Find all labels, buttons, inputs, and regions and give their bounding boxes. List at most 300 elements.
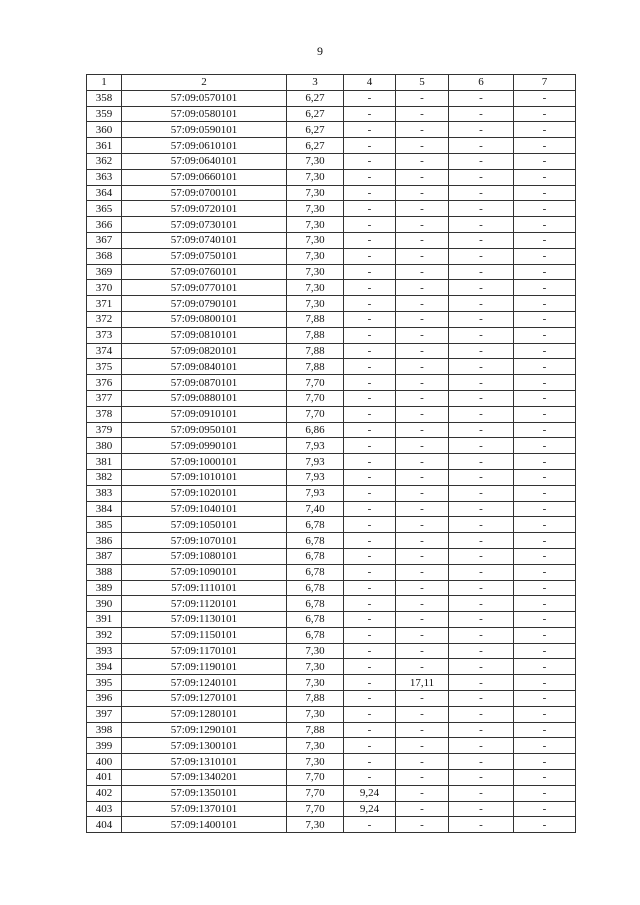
col7-cell: - <box>514 659 576 675</box>
col7-cell: - <box>514 390 576 406</box>
value-cell: 7,88 <box>287 359 344 375</box>
value-cell: 7,30 <box>287 280 344 296</box>
cadastral-number-cell: 57:09:1070101 <box>122 533 287 549</box>
col5-cell: - <box>396 201 449 217</box>
col6-cell: - <box>449 485 514 501</box>
value-cell: 6,27 <box>287 122 344 138</box>
col5-cell: - <box>396 659 449 675</box>
cadastral-number-cell: 57:09:1290101 <box>122 722 287 738</box>
col4-cell: - <box>344 564 396 580</box>
row-number-cell: 385 <box>87 517 122 533</box>
table-row <box>87 533 576 549</box>
col7-cell: - <box>514 311 576 327</box>
row-number-cell: 381 <box>87 454 122 470</box>
row-number-cell: 374 <box>87 343 122 359</box>
value-cell: 6,78 <box>287 596 344 612</box>
col5-cell: - <box>396 264 449 280</box>
col4-cell: - <box>344 533 396 549</box>
table-row <box>87 217 576 233</box>
cadastral-number-cell: 57:09:1010101 <box>122 469 287 485</box>
col4-cell: - <box>344 770 396 786</box>
row-number-cell: 375 <box>87 359 122 375</box>
value-cell: 7,88 <box>287 691 344 707</box>
cadastral-number-cell: 57:09:0910101 <box>122 406 287 422</box>
page-number: 9 <box>317 44 323 58</box>
col5-cell: 17,11 <box>396 675 449 691</box>
col6-cell: - <box>449 185 514 201</box>
column-header: 7 <box>514 75 576 91</box>
table-row <box>87 296 576 312</box>
row-number-cell: 384 <box>87 501 122 517</box>
row-number-cell: 379 <box>87 422 122 438</box>
cadastral-number-cell: 57:09:0760101 <box>122 264 287 280</box>
cadastral-number-cell: 57:09:1130101 <box>122 612 287 628</box>
table-row <box>87 817 576 833</box>
row-number-cell: 386 <box>87 533 122 549</box>
col7-cell: - <box>514 438 576 454</box>
col6-cell: - <box>449 469 514 485</box>
col7-cell: - <box>514 375 576 391</box>
col5-cell: - <box>396 738 449 754</box>
col6-cell: - <box>449 90 514 106</box>
value-cell: 7,30 <box>287 201 344 217</box>
cadastral-number-cell: 57:09:0990101 <box>122 438 287 454</box>
col7-cell: - <box>514 801 576 817</box>
col7-cell: - <box>514 706 576 722</box>
col6-cell: - <box>449 327 514 343</box>
cadastral-number-cell: 57:09:0790101 <box>122 296 287 312</box>
col7-cell: - <box>514 90 576 106</box>
value-cell: 7,93 <box>287 438 344 454</box>
col5-cell: - <box>396 185 449 201</box>
col7-cell: - <box>514 564 576 580</box>
row-number-cell: 395 <box>87 675 122 691</box>
cadastral-number-cell: 57:09:0810101 <box>122 327 287 343</box>
value-cell: 7,30 <box>287 817 344 833</box>
row-number-cell: 373 <box>87 327 122 343</box>
column-header: 5 <box>396 75 449 91</box>
cadastral-number-cell: 57:09:0730101 <box>122 217 287 233</box>
col5-cell: - <box>396 691 449 707</box>
col4-cell: - <box>344 738 396 754</box>
cadastral-number-cell: 57:09:0880101 <box>122 390 287 406</box>
table-row <box>87 185 576 201</box>
col4-cell: - <box>344 406 396 422</box>
col5-cell: - <box>396 327 449 343</box>
row-number-cell: 403 <box>87 801 122 817</box>
col5-cell: - <box>396 612 449 628</box>
value-cell: 7,88 <box>287 722 344 738</box>
value-cell: 7,30 <box>287 169 344 185</box>
column-header: 1 <box>87 75 122 91</box>
col5-cell: - <box>396 643 449 659</box>
col6-cell: - <box>449 533 514 549</box>
row-number-cell: 364 <box>87 185 122 201</box>
row-number-cell: 362 <box>87 153 122 169</box>
row-number-cell: 391 <box>87 612 122 628</box>
value-cell: 7,70 <box>287 770 344 786</box>
col5-cell: - <box>396 280 449 296</box>
row-number-cell: 365 <box>87 201 122 217</box>
col4-cell: - <box>344 138 396 154</box>
col5-cell: - <box>396 248 449 264</box>
col5-cell: - <box>396 359 449 375</box>
col6-cell: - <box>449 406 514 422</box>
col6-cell: - <box>449 548 514 564</box>
row-number-cell: 367 <box>87 232 122 248</box>
col5-cell: - <box>396 548 449 564</box>
value-cell: 6,86 <box>287 422 344 438</box>
value-cell: 7,93 <box>287 454 344 470</box>
cadastral-number-cell: 57:09:1000101 <box>122 454 287 470</box>
col6-cell: - <box>449 612 514 628</box>
col5-cell: - <box>396 501 449 517</box>
col6-cell: - <box>449 501 514 517</box>
table-row <box>87 754 576 770</box>
table-body <box>87 90 576 832</box>
col5-cell: - <box>396 422 449 438</box>
cadastral-number-cell: 57:09:1190101 <box>122 659 287 675</box>
col4-cell: - <box>344 469 396 485</box>
table-row <box>87 738 576 754</box>
col6-cell: - <box>449 675 514 691</box>
col4-cell: - <box>344 359 396 375</box>
col7-cell: - <box>514 153 576 169</box>
col6-cell: - <box>449 280 514 296</box>
value-cell: 6,27 <box>287 138 344 154</box>
table-row <box>87 153 576 169</box>
col4-cell: - <box>344 596 396 612</box>
col6-cell: - <box>449 201 514 217</box>
col6-cell: - <box>449 706 514 722</box>
row-number-cell: 400 <box>87 754 122 770</box>
value-cell: 7,40 <box>287 501 344 517</box>
col7-cell: - <box>514 580 576 596</box>
col5-cell: - <box>396 564 449 580</box>
col4-cell: - <box>344 659 396 675</box>
col6-cell: - <box>449 232 514 248</box>
col7-cell: - <box>514 122 576 138</box>
value-cell: 7,30 <box>287 706 344 722</box>
col4-cell: 9,24 <box>344 801 396 817</box>
table-row <box>87 122 576 138</box>
table-row <box>87 722 576 738</box>
col4-cell: - <box>344 153 396 169</box>
cadastral-number-cell: 57:09:0800101 <box>122 311 287 327</box>
cadastral-number-cell: 57:09:0660101 <box>122 169 287 185</box>
table-row <box>87 280 576 296</box>
row-number-cell: 370 <box>87 280 122 296</box>
col7-cell: - <box>514 185 576 201</box>
col4-cell: - <box>344 485 396 501</box>
cadastral-number-cell: 57:09:1110101 <box>122 580 287 596</box>
table-row <box>87 485 576 501</box>
col6-cell: - <box>449 169 514 185</box>
col4-cell: - <box>344 327 396 343</box>
table-row <box>87 264 576 280</box>
value-cell: 7,70 <box>287 801 344 817</box>
col4-cell: - <box>344 548 396 564</box>
value-cell: 6,78 <box>287 533 344 549</box>
value-cell: 7,30 <box>287 754 344 770</box>
table-row <box>87 343 576 359</box>
table-row <box>87 596 576 612</box>
table-row <box>87 548 576 564</box>
col7-cell: - <box>514 485 576 501</box>
col4-cell: - <box>344 217 396 233</box>
cadastral-number-cell: 57:09:0750101 <box>122 248 287 264</box>
value-cell: 6,78 <box>287 580 344 596</box>
col7-cell: - <box>514 738 576 754</box>
row-number-cell: 371 <box>87 296 122 312</box>
col5-cell: - <box>396 580 449 596</box>
col6-cell: - <box>449 785 514 801</box>
col4-cell: - <box>344 169 396 185</box>
col7-cell: - <box>514 106 576 122</box>
row-number-cell: 368 <box>87 248 122 264</box>
table-row <box>87 706 576 722</box>
col4-cell: - <box>344 122 396 138</box>
col5-cell: - <box>396 438 449 454</box>
col5-cell: - <box>396 785 449 801</box>
col5-cell: - <box>396 817 449 833</box>
table-row <box>87 106 576 122</box>
col7-cell: - <box>514 533 576 549</box>
value-cell: 7,30 <box>287 248 344 264</box>
col6-cell: - <box>449 454 514 470</box>
row-number-cell: 378 <box>87 406 122 422</box>
cadastral-number-cell: 57:09:1310101 <box>122 754 287 770</box>
col4-cell: - <box>344 375 396 391</box>
col6-cell: - <box>449 296 514 312</box>
col6-cell: - <box>449 564 514 580</box>
col7-cell: - <box>514 501 576 517</box>
table-row <box>87 643 576 659</box>
col5-cell: - <box>396 122 449 138</box>
table-row <box>87 612 576 628</box>
col4-cell: - <box>344 264 396 280</box>
col7-cell: - <box>514 817 576 833</box>
table-row <box>87 580 576 596</box>
col4-cell: - <box>344 311 396 327</box>
col5-cell: - <box>396 754 449 770</box>
table-row <box>87 501 576 517</box>
table-row <box>87 406 576 422</box>
col7-cell: - <box>514 217 576 233</box>
cadastral-number-cell: 57:09:0870101 <box>122 375 287 391</box>
data-table <box>86 74 576 833</box>
cadastral-number-cell: 57:09:0700101 <box>122 185 287 201</box>
col5-cell: - <box>396 343 449 359</box>
col6-cell: - <box>449 311 514 327</box>
table-row <box>87 675 576 691</box>
value-cell: 7,93 <box>287 485 344 501</box>
table-row <box>87 801 576 817</box>
col6-cell: - <box>449 738 514 754</box>
col7-cell: - <box>514 406 576 422</box>
cadastral-number-cell: 57:09:1270101 <box>122 691 287 707</box>
row-number-cell: 366 <box>87 217 122 233</box>
row-number-cell: 377 <box>87 390 122 406</box>
row-number-cell: 360 <box>87 122 122 138</box>
col5-cell: - <box>396 517 449 533</box>
col7-cell: - <box>514 691 576 707</box>
col5-cell: - <box>396 596 449 612</box>
col5-cell: - <box>396 706 449 722</box>
table-row <box>87 390 576 406</box>
col4-cell: - <box>344 722 396 738</box>
col7-cell: - <box>514 169 576 185</box>
col6-cell: - <box>449 375 514 391</box>
col6-cell: - <box>449 580 514 596</box>
col4-cell: 9,24 <box>344 785 396 801</box>
row-number-cell: 392 <box>87 627 122 643</box>
col7-cell: - <box>514 785 576 801</box>
col7-cell: - <box>514 201 576 217</box>
col6-cell: - <box>449 722 514 738</box>
col4-cell: - <box>344 706 396 722</box>
cadastral-number-cell: 57:09:0610101 <box>122 138 287 154</box>
value-cell: 7,30 <box>287 643 344 659</box>
cadastral-number-cell: 57:09:1020101 <box>122 485 287 501</box>
table-row <box>87 659 576 675</box>
table-row <box>87 201 576 217</box>
col4-cell: - <box>344 580 396 596</box>
col6-cell: - <box>449 343 514 359</box>
value-cell: 7,93 <box>287 469 344 485</box>
col6-cell: - <box>449 138 514 154</box>
col7-cell: - <box>514 296 576 312</box>
col7-cell: - <box>514 517 576 533</box>
col4-cell: - <box>344 422 396 438</box>
cadastral-number-cell: 57:09:0840101 <box>122 359 287 375</box>
col4-cell: - <box>344 185 396 201</box>
row-number-cell: 382 <box>87 469 122 485</box>
row-number-cell: 393 <box>87 643 122 659</box>
col5-cell: - <box>396 722 449 738</box>
col5-cell: - <box>396 485 449 501</box>
col4-cell: - <box>344 817 396 833</box>
row-number-cell: 388 <box>87 564 122 580</box>
col6-cell: - <box>449 801 514 817</box>
value-cell: 7,30 <box>287 185 344 201</box>
value-cell: 7,88 <box>287 327 344 343</box>
col4-cell: - <box>344 390 396 406</box>
col4-cell: - <box>344 280 396 296</box>
col7-cell: - <box>514 722 576 738</box>
table-row <box>87 327 576 343</box>
value-cell: 6,78 <box>287 564 344 580</box>
column-header: 4 <box>344 75 396 91</box>
table-row <box>87 785 576 801</box>
row-number-cell: 397 <box>87 706 122 722</box>
col5-cell: - <box>396 138 449 154</box>
header-row <box>87 75 576 91</box>
row-number-cell: 359 <box>87 106 122 122</box>
cadastral-number-cell: 57:09:0740101 <box>122 232 287 248</box>
row-number-cell: 383 <box>87 485 122 501</box>
col6-cell: - <box>449 754 514 770</box>
value-cell: 6,78 <box>287 612 344 628</box>
col4-cell: - <box>344 675 396 691</box>
row-number-cell: 401 <box>87 770 122 786</box>
col7-cell: - <box>514 264 576 280</box>
col7-cell: - <box>514 675 576 691</box>
col5-cell: - <box>396 232 449 248</box>
col7-cell: - <box>514 343 576 359</box>
col6-cell: - <box>449 106 514 122</box>
cadastral-number-cell: 57:09:0590101 <box>122 122 287 138</box>
cadastral-number-cell: 57:09:1120101 <box>122 596 287 612</box>
table-row <box>87 422 576 438</box>
value-cell: 7,30 <box>287 264 344 280</box>
col7-cell: - <box>514 454 576 470</box>
col7-cell: - <box>514 138 576 154</box>
cadastral-number-cell: 57:09:0950101 <box>122 422 287 438</box>
col7-cell: - <box>514 248 576 264</box>
value-cell: 6,27 <box>287 90 344 106</box>
col6-cell: - <box>449 438 514 454</box>
cadastral-number-cell: 57:09:1170101 <box>122 643 287 659</box>
row-number-cell: 396 <box>87 691 122 707</box>
cadastral-number-cell: 57:09:1090101 <box>122 564 287 580</box>
col6-cell: - <box>449 517 514 533</box>
value-cell: 7,30 <box>287 153 344 169</box>
cadastral-number-cell: 57:09:0820101 <box>122 343 287 359</box>
row-number-cell: 398 <box>87 722 122 738</box>
col4-cell: - <box>344 248 396 264</box>
value-cell: 6,78 <box>287 627 344 643</box>
value-cell: 7,70 <box>287 375 344 391</box>
col4-cell: - <box>344 438 396 454</box>
cadastral-number-cell: 57:09:0720101 <box>122 201 287 217</box>
col6-cell: - <box>449 596 514 612</box>
row-number-cell: 361 <box>87 138 122 154</box>
cadastral-number-cell: 57:09:1040101 <box>122 501 287 517</box>
col5-cell: - <box>396 311 449 327</box>
col6-cell: - <box>449 390 514 406</box>
table-row <box>87 311 576 327</box>
col4-cell: - <box>344 343 396 359</box>
table-row <box>87 232 576 248</box>
col4-cell: - <box>344 106 396 122</box>
row-number-cell: 363 <box>87 169 122 185</box>
col6-cell: - <box>449 627 514 643</box>
col5-cell: - <box>396 90 449 106</box>
col7-cell: - <box>514 422 576 438</box>
col5-cell: - <box>396 106 449 122</box>
cadastral-number-cell: 57:09:1370101 <box>122 801 287 817</box>
col4-cell: - <box>344 754 396 770</box>
col5-cell: - <box>396 801 449 817</box>
row-number-cell: 389 <box>87 580 122 596</box>
col5-cell: - <box>396 533 449 549</box>
table-row <box>87 375 576 391</box>
table-row <box>87 469 576 485</box>
cadastral-number-cell: 57:09:1080101 <box>122 548 287 564</box>
value-cell: 7,30 <box>287 232 344 248</box>
col7-cell: - <box>514 327 576 343</box>
table-row <box>87 169 576 185</box>
value-cell: 7,30 <box>287 217 344 233</box>
value-cell: 7,70 <box>287 390 344 406</box>
cadastral-number-cell: 57:09:0770101 <box>122 280 287 296</box>
row-number-cell: 394 <box>87 659 122 675</box>
col5-cell: - <box>396 627 449 643</box>
col4-cell: - <box>344 517 396 533</box>
column-header: 2 <box>122 75 287 91</box>
row-number-cell: 402 <box>87 785 122 801</box>
